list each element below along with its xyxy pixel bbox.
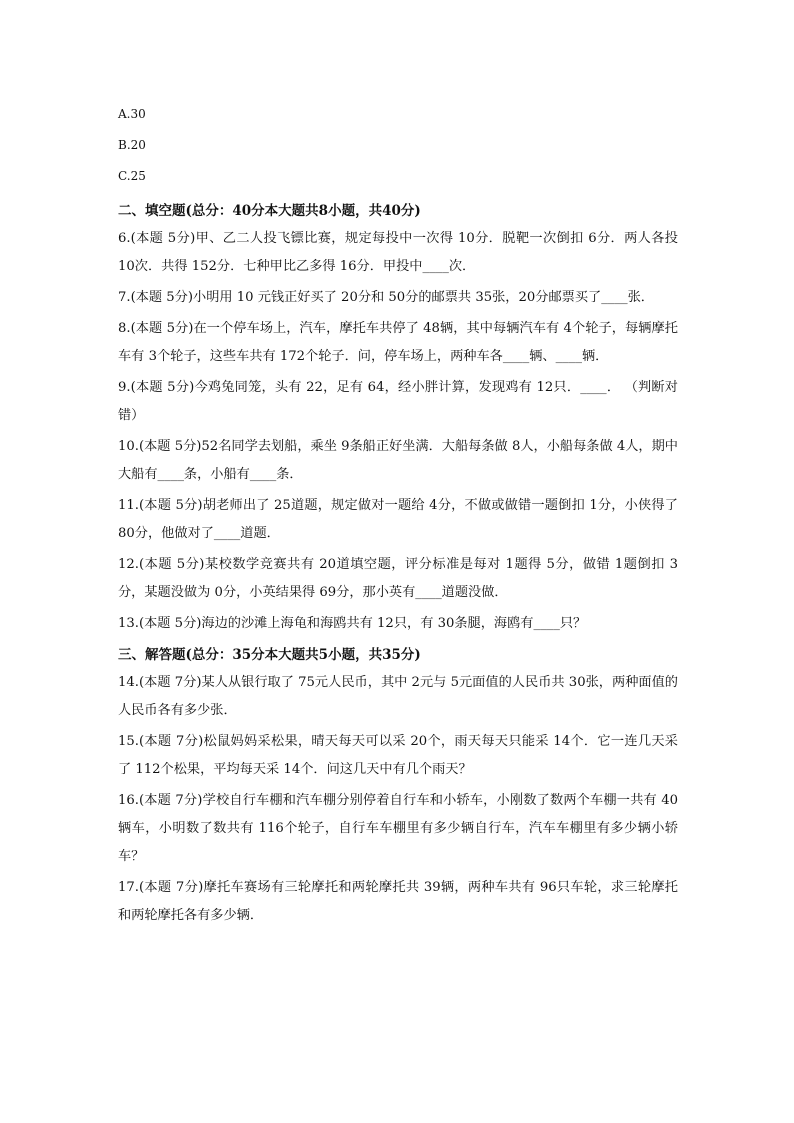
question-17: 17.(本题 7分)摩托车赛场有三轮摩托和两轮摩托共 39辆，两种车共有 96只车轮，求三轮摩托和两轮摩托各有多少辆． (118, 880, 678, 923)
question-14: 14.(本题 7分)某人从银行取了 75元人民币，其中 2元与 5元面值的人民币共 30张，两种面值的人民币各有多少张． (118, 675, 678, 718)
question-9: 9.(本题 5分)今鸡兔同笼，头有 22，足有 64，经小胖计算，发现鸡有 12只．____． （判断对错） (118, 380, 678, 423)
section-heading-fill-in: 二、填空题(总分：40分本大题共8小题，共40分) (118, 203, 421, 219)
option-b: B.20 (118, 138, 146, 152)
question-8: 8.(本题 5分)在一个停车场上，汽车，摩托车共停了 48辆，其中每辆汽车有 4个轮子，每辆摩托车有 3个轮子，这些车共有 172个轮子．问，停车场上，两种车各____辆、____辆． (118, 321, 678, 364)
question-15: 15.(本题 7分)松鼠妈妈采松果，晴天每天可以采 20个，雨天每天只能采 14个．它一连几天采了 112个松果，平均每天采 14个．问这几天中有几个雨天？ (118, 734, 678, 777)
question-12: 12.(本题 5分)某校数学竞赛共有 20道填空题，评分标准是每对 1题得 5分，做错 1题倒扣 3分，某题没做为 0分，小英结果得 69分，那小英有____道题没做． (118, 557, 678, 600)
option-a: A.30 (118, 107, 146, 121)
question-7: 7.(本题 5分)小明用 10 元钱正好买了 20分和 50分的邮票共 35张，20分邮票买了____张． (118, 290, 654, 305)
question-11: 11.(本题 5分)胡老师出了 25道题，规定做对一题给 4分，不做或做错一题倒扣 1分，小侠得了 80分，他做对了____道题． (118, 498, 678, 541)
question-6: 6.(本题 5分)甲、乙二人投飞镖比赛，规定每投中一次得 10分．脱靶一次倒扣 6分．两人各投 10次．共得 152分．七种甲比乙多得 16分．甲投中____次． (118, 231, 678, 274)
section-heading-answer: 三、解答题(总分：35分本大题共5小题，共35分) (118, 647, 421, 663)
question-16: 16.(本题 7分)学校自行车棚和汽车棚分别停着自行车和小轿车，小刚数了数两个车棚一共有 40辆车，小明数了数共有 116个轮子，自行车车棚里有多少辆自行车，汽车车棚里有多少辆小轿车？ (118, 793, 678, 864)
question-13: 13.(本题 5分)海边的沙滩上海龟和海鸥共有 12只，有 30条腿，海鸥有____只？ (118, 616, 587, 631)
document-page (118, 104, 678, 933)
option-c: C.25 (118, 169, 146, 183)
question-10: 10.(本题 5分)52名同学去划船，乘坐 9条船正好坐满．大船每条做 8人，小船每条做 4人，期中大船有____条，小船有____条． (118, 439, 678, 482)
